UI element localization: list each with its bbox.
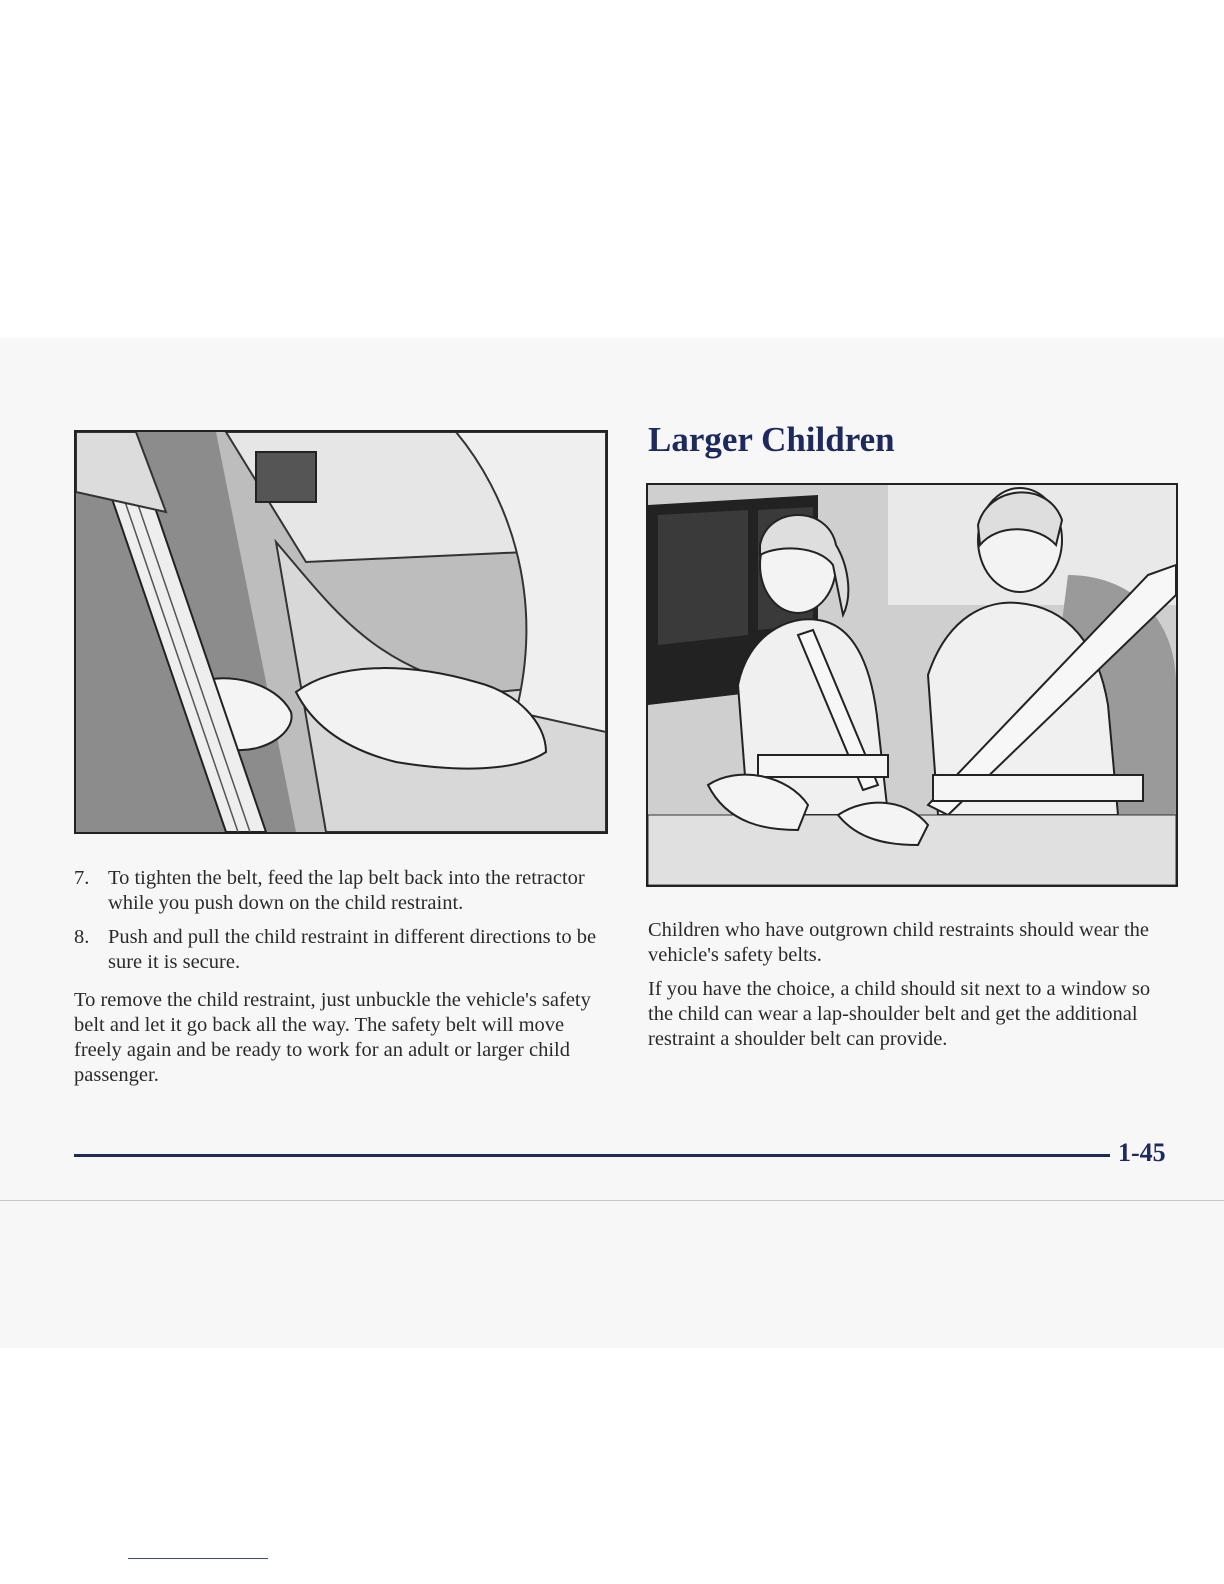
page-number: 1-45 — [1118, 1138, 1166, 1167]
instruction-steps — [74, 866, 614, 984]
step-8 — [74, 925, 614, 975]
outgrown-restraints-paragraph: Children who have outgrown child restraints should wear the vehicle's safety belts. — [648, 919, 1149, 966]
step-text: Push and pull the child restraint in different directions to be sure it is secure. — [108, 926, 597, 973]
larger-children-belted-illustration — [646, 483, 1178, 887]
divider-line — [0, 1200, 1224, 1201]
larger-children-text — [648, 918, 1168, 1061]
child-restraint-tightening-illustration — [74, 430, 608, 834]
window-seat-paragraph: If you have the choice, a child should sit next to a window so the child can wear a lap-shoulder belt and get the additional restraint a shoulder belt can provide. — [648, 978, 1151, 1050]
footer-divider — [128, 1558, 268, 1559]
footer-rule — [74, 1154, 1110, 1157]
step-number: 8. — [74, 926, 90, 948]
step-number: 7. — [74, 867, 90, 889]
step-7 — [74, 866, 614, 916]
section-title: Larger Children — [648, 420, 895, 459]
remove-restraint-paragraph: To remove the child restraint, just unbuckle the vehicle's safety belt and let it go back all the way. The safety belt will move freely again and be ready to work for an adult or larger child passenger. — [74, 989, 591, 1086]
step-text: To tighten the belt, feed the lap belt back into the retractor while you push down on the child restraint. — [108, 867, 585, 914]
